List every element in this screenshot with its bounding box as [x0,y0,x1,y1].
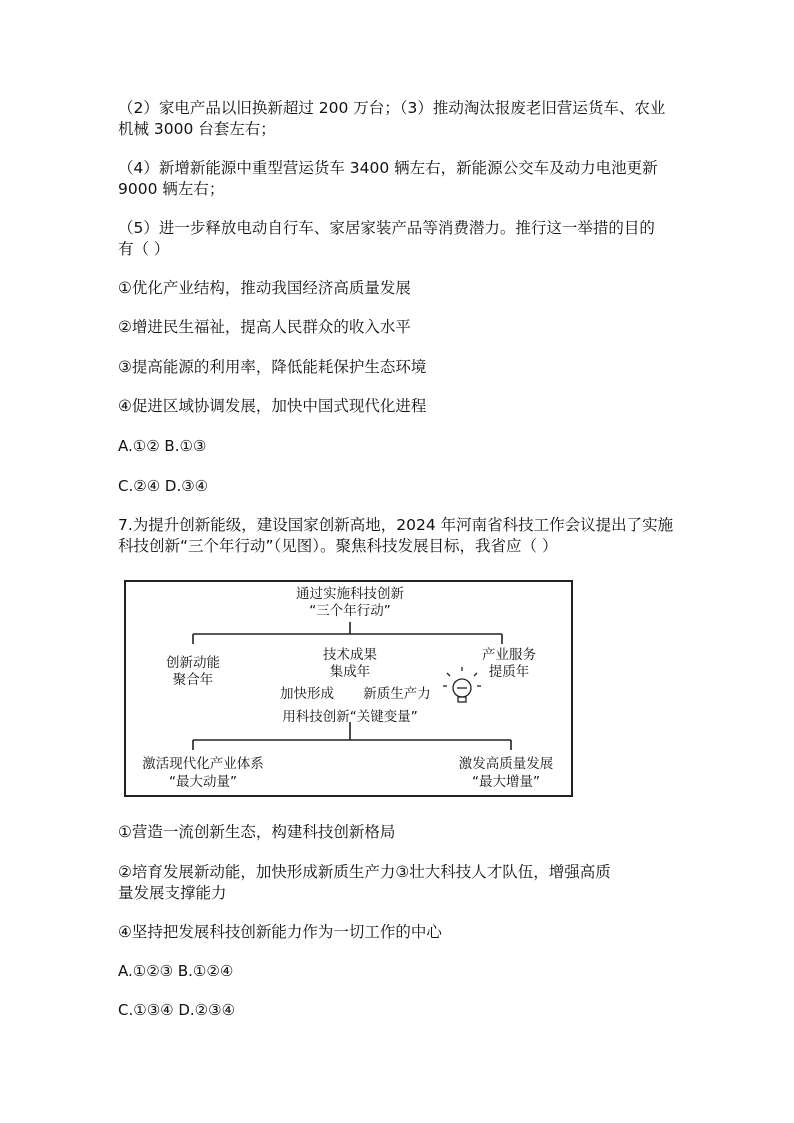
q6-item-2: ②增进民生福祉，提高人民群众的收入水平 [118,318,411,336]
diagram-top-title-1: 通过实施科技创新 [296,586,404,602]
q7-stem-line-1: 7.为提升创新能级，建设国家创新高地，2024 年河南省科技工作会议提出了实施 [118,516,674,534]
q6-item-3: ③提高能源的利用率，降低能耗保护生态环境 [118,358,427,376]
paragraph-5-line-1: （5）进一步释放电动自行车、家居家装产品等消费潜力。推行这一举措的目的 [118,219,655,237]
paragraph-4-line-1: （4）新增新能源中重型营运货车 3400 辆左右，新能源公交车及动力电池更新 [118,159,658,177]
diagram-top-title-2: “三个年行动” [309,603,391,619]
q7-item-4: ④坚持把发展科技创新能力作为一切工作的中心 [118,923,442,941]
diagram-bottom-left-label-2: “最大动量” [169,774,237,790]
diagram-mid-left-label: 加快形成 [280,686,334,702]
diagram-center-label-2: 集成年 [329,664,371,680]
q7-item-1: ①营造一流创新生态，构建科技创新格局 [118,823,396,841]
diagram-lower-center-label: 用科技创新“关键变量” [282,709,418,725]
q6-options-row-1: A.①② B.①③ [118,437,207,455]
q7-diagram [124,580,573,797]
paragraph-2-line-1: （2）家电产品以旧换新超过 200 万台；（3）推动淘汰报废老旧营运货车、农业 [118,99,666,117]
diagram-right-label-2: 提质年 [488,664,530,680]
q7-options-row-2: C.①③④ D.②③④ [118,1001,236,1019]
q7-item-2-3-line-1: ②培育发展新动能，加快形成新质生产力③壮大科技人才队伍，增强高质 [118,863,611,881]
q6-item-1: ①优化产业结构，推动我国经济高质量发展 [118,279,411,297]
diagram-left-label-2: 聚合年 [172,672,214,688]
paragraph-4-line-2: 9000 辆左右； [118,180,225,198]
diagram-right-label-1: 产业服务 [482,647,536,663]
q7-item-2-3-line-2: 量发展支撑能力 [118,884,227,902]
diagram-bottom-right-label-1: 激发高质量发展 [458,756,554,772]
diagram-center-label-1: 技术成果 [323,647,377,663]
q6-options-row-2: C.②④ D.③④ [118,477,209,495]
q7-stem-line-2: 科技创新“三个年行动”（见图）。聚焦科技发展目标，我省应（ ） [118,537,558,555]
q7-options-row-1: A.①②③ B.①②④ [118,962,234,980]
paragraph-5-line-2: 有（ ） [118,240,170,258]
diagram-left-label-1: 创新动能 [166,655,220,671]
diagram-bottom-right-label-2: “最大增量” [472,774,540,790]
q6-item-4: ④促进区域协调发展，加快中国式现代化进程 [118,397,427,415]
diagram-bottom-left-label-1: 激活现代化产业体系 [142,756,264,772]
paragraph-2-line-2: 机械 3000 台套左右； [118,120,276,138]
diagram-mid-right-label: 新质生产力 [363,686,431,702]
